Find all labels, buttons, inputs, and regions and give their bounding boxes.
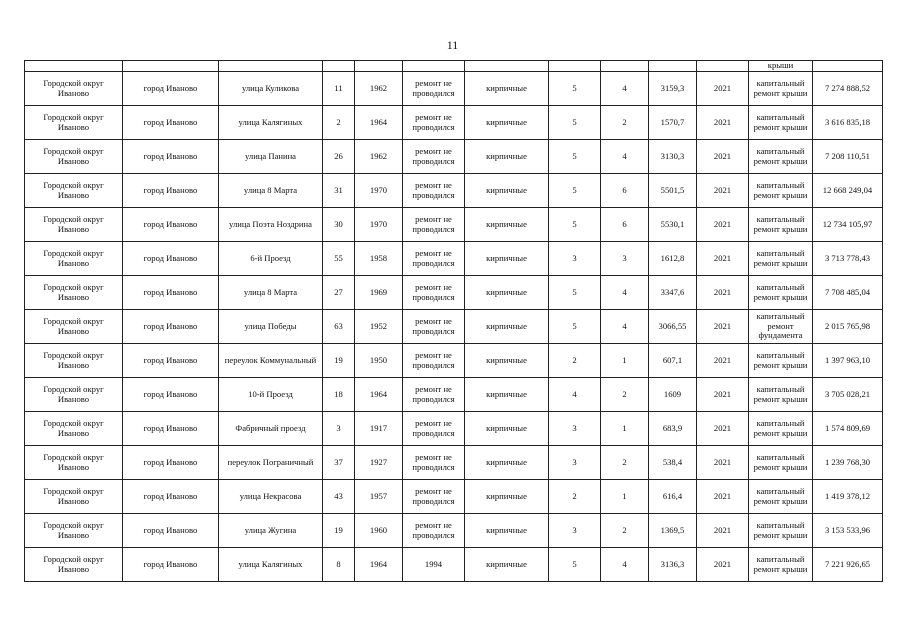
- cell-wall-material: кирпичные: [465, 548, 549, 582]
- cell-work-type: капитальный ремонт крыши: [749, 514, 813, 548]
- cell-entrances: 6: [601, 174, 649, 208]
- page-number: 11: [446, 38, 459, 52]
- cell-cost: 3 153 533,96: [813, 514, 883, 548]
- cell-floors: 2: [549, 344, 601, 378]
- cell-settlement: город Иваново: [123, 446, 219, 480]
- cell-cost: [813, 61, 883, 72]
- cell-last-repair: ремонт не проводился: [403, 140, 465, 174]
- cell-wall-material: кирпичные: [465, 310, 549, 344]
- cell-street: улица Куликова: [219, 72, 323, 106]
- cell-municipality: Городской округ Иваново: [25, 446, 123, 480]
- cell-area: 683,9: [649, 412, 697, 446]
- cell-municipality: Городской округ Иваново: [25, 72, 123, 106]
- cell-municipality: Городской округ Иваново: [25, 174, 123, 208]
- cell-area: 3066,55: [649, 310, 697, 344]
- cell-cost: 7 221 926,65: [813, 548, 883, 582]
- cell-house: 19: [323, 514, 355, 548]
- cell-cost: 2 015 765,98: [813, 310, 883, 344]
- cell-entrances: 4: [601, 548, 649, 582]
- cell-year-built: 1927: [355, 446, 403, 480]
- cell-work-type: капитальный ремонт крыши: [749, 106, 813, 140]
- cell-year-built: 1958: [355, 242, 403, 276]
- cell-settlement: город Иваново: [123, 412, 219, 446]
- cell-area: 3159,3: [649, 72, 697, 106]
- cell-street: улица Жугина: [219, 514, 323, 548]
- cell-street: улица Калягиных: [219, 548, 323, 582]
- cell-area: 1612,8: [649, 242, 697, 276]
- cell-area: 538,4: [649, 446, 697, 480]
- cell-work-type: капитальный ремонт крыши: [749, 208, 813, 242]
- cell-plan-year: 2021: [697, 72, 749, 106]
- cell-settlement: город Иваново: [123, 140, 219, 174]
- cell-settlement: город Иваново: [123, 480, 219, 514]
- cell-plan-year: 2021: [697, 344, 749, 378]
- cell-plan-year: 2021: [697, 106, 749, 140]
- cell-wall-material: кирпичные: [465, 242, 549, 276]
- cell-settlement: город Иваново: [123, 310, 219, 344]
- cell-street: улица Калягиных: [219, 106, 323, 140]
- cell-year-built: 1964: [355, 378, 403, 412]
- cell-wall-material: [465, 61, 549, 72]
- cell-street: Фабричный проезд: [219, 412, 323, 446]
- cell-plan-year: 2021: [697, 514, 749, 548]
- cell-municipality: Городской округ Иваново: [25, 548, 123, 582]
- cell-house: 26: [323, 140, 355, 174]
- cell-last-repair: ремонт не проводился: [403, 378, 465, 412]
- cell-plan-year: 2021: [697, 480, 749, 514]
- cell-settlement: город Иваново: [123, 106, 219, 140]
- cell-last-repair: ремонт не проводился: [403, 276, 465, 310]
- table-row: [25, 548, 883, 582]
- cell-area: 3130,3: [649, 140, 697, 174]
- cell-year-built: 1962: [355, 140, 403, 174]
- cell-municipality: Городской округ Иваново: [25, 480, 123, 514]
- cell-cost: 7 274 888,52: [813, 72, 883, 106]
- cell-work-type: капитальный ремонт крыши: [749, 174, 813, 208]
- cell-area: 5501,5: [649, 174, 697, 208]
- cell-cost: 3 616 835,18: [813, 106, 883, 140]
- cell-floors: 3: [549, 242, 601, 276]
- cell-municipality: Городской округ Иваново: [25, 276, 123, 310]
- cell-floors: 5: [549, 548, 601, 582]
- cell-entrances: 1: [601, 412, 649, 446]
- table-row: [25, 208, 883, 242]
- continued-row: [25, 61, 883, 72]
- cell-entrances: 1: [601, 344, 649, 378]
- cell-entrances: 4: [601, 72, 649, 106]
- cell-house: 3: [323, 412, 355, 446]
- cell-wall-material: кирпичные: [465, 140, 549, 174]
- cell-plan-year: 2021: [697, 276, 749, 310]
- cell-cost: 1 239 768,30: [813, 446, 883, 480]
- cell-year-built: 1964: [355, 106, 403, 140]
- cell-house: 63: [323, 310, 355, 344]
- cell-work-type: капитальный ремонт крыши: [749, 344, 813, 378]
- cell-wall-material: кирпичные: [465, 344, 549, 378]
- cell-entrances: 4: [601, 310, 649, 344]
- cell-house: 37: [323, 446, 355, 480]
- table-row: [25, 174, 883, 208]
- cell-wall-material: кирпичные: [465, 276, 549, 310]
- cell-area: 3136,3: [649, 548, 697, 582]
- cell-entrances: 2: [601, 378, 649, 412]
- cell-street: [219, 61, 323, 72]
- cell-house: 2: [323, 106, 355, 140]
- cell-work-type: капитальный ремонт крыши: [749, 412, 813, 446]
- cell-entrances: 3: [601, 242, 649, 276]
- cell-area: 1609: [649, 378, 697, 412]
- cell-cost: 1 574 809,69: [813, 412, 883, 446]
- cell-area: 1570,7: [649, 106, 697, 140]
- cell-municipality: Городской округ Иваново: [25, 242, 123, 276]
- cell-last-repair: ремонт не проводился: [403, 174, 465, 208]
- cell-street: улица Поэта Ноздрина: [219, 208, 323, 242]
- cell-entrances: 2: [601, 514, 649, 548]
- table-row: [25, 242, 883, 276]
- cell-year-built: 1969: [355, 276, 403, 310]
- cell-entrances: [601, 61, 649, 72]
- cell-municipality: Городской округ Иваново: [25, 378, 123, 412]
- cell-cost: 7 708 485,04: [813, 276, 883, 310]
- cell-work-type: капитальный ремонт крыши: [749, 480, 813, 514]
- cell-municipality: Городской округ Иваново: [25, 208, 123, 242]
- cell-last-repair: ремонт не проводился: [403, 412, 465, 446]
- cell-wall-material: кирпичные: [465, 378, 549, 412]
- cell-settlement: город Иваново: [123, 276, 219, 310]
- table-row: [25, 446, 883, 480]
- cell-wall-material: кирпичные: [465, 480, 549, 514]
- cell-municipality: [25, 61, 123, 72]
- cell-floors: 5: [549, 140, 601, 174]
- cell-street: переулок Коммунальный: [219, 344, 323, 378]
- cell-cost: 12 668 249,04: [813, 174, 883, 208]
- cell-entrances: 2: [601, 106, 649, 140]
- cell-year-built: 1917: [355, 412, 403, 446]
- cell-settlement: город Иваново: [123, 548, 219, 582]
- cell-last-repair: ремонт не проводился: [403, 344, 465, 378]
- cell-year-built: 1962: [355, 72, 403, 106]
- cell-last-repair: ремонт не проводился: [403, 106, 465, 140]
- cell-house: 8: [323, 548, 355, 582]
- cell-cost: 1 397 963,10: [813, 344, 883, 378]
- cell-floors: 5: [549, 310, 601, 344]
- table-row: [25, 276, 883, 310]
- cell-floors: 3: [549, 412, 601, 446]
- cell-plan-year: 2021: [697, 140, 749, 174]
- cell-cost: 3 705 028,21: [813, 378, 883, 412]
- cell-floors: 3: [549, 514, 601, 548]
- cell-plan-year: 2021: [697, 412, 749, 446]
- cell-house: 55: [323, 242, 355, 276]
- cell-work-type: капитальный ремонт крыши: [749, 72, 813, 106]
- cell-last-repair: [403, 61, 465, 72]
- table-body: [25, 61, 883, 582]
- cell-municipality: Городской округ Иваново: [25, 412, 123, 446]
- cell-entrances: 2: [601, 446, 649, 480]
- cell-last-repair: ремонт не проводился: [403, 72, 465, 106]
- cell-last-repair: 1994: [403, 548, 465, 582]
- cell-plan-year: 2021: [697, 378, 749, 412]
- cell-work-type: крыши: [749, 61, 813, 72]
- cell-area: 5530,1: [649, 208, 697, 242]
- cell-settlement: город Иваново: [123, 174, 219, 208]
- cell-municipality: Городской округ Иваново: [25, 140, 123, 174]
- cell-plan-year: 2021: [697, 208, 749, 242]
- cell-cost: 12 734 105,97: [813, 208, 883, 242]
- cell-municipality: Городской округ Иваново: [25, 514, 123, 548]
- cell-entrances: 6: [601, 208, 649, 242]
- cell-house: 27: [323, 276, 355, 310]
- cell-settlement: [123, 61, 219, 72]
- table-row: [25, 310, 883, 344]
- cell-last-repair: ремонт не проводился: [403, 242, 465, 276]
- cell-year-built: 1952: [355, 310, 403, 344]
- cell-settlement: город Иваново: [123, 208, 219, 242]
- repair-registry-table: [24, 60, 883, 582]
- cell-area: [649, 61, 697, 72]
- cell-municipality: Городской округ Иваново: [25, 106, 123, 140]
- table-row: [25, 344, 883, 378]
- cell-year-built: 1950: [355, 344, 403, 378]
- cell-last-repair: ремонт не проводился: [403, 446, 465, 480]
- cell-floors: 5: [549, 276, 601, 310]
- cell-plan-year: 2021: [697, 446, 749, 480]
- cell-street: 10-й Проезд: [219, 378, 323, 412]
- cell-work-type: капитальный ремонт крыши: [749, 140, 813, 174]
- cell-settlement: город Иваново: [123, 378, 219, 412]
- cell-cost: 3 713 778,43: [813, 242, 883, 276]
- cell-settlement: город Иваново: [123, 242, 219, 276]
- cell-street: улица 8 Марта: [219, 276, 323, 310]
- cell-work-type: капитальный ремонт фундамента: [749, 310, 813, 344]
- cell-house: 19: [323, 344, 355, 378]
- cell-settlement: город Иваново: [123, 514, 219, 548]
- cell-entrances: 4: [601, 140, 649, 174]
- cell-floors: 5: [549, 174, 601, 208]
- cell-house: [323, 61, 355, 72]
- cell-plan-year: 2021: [697, 174, 749, 208]
- cell-wall-material: кирпичные: [465, 208, 549, 242]
- table-row: [25, 514, 883, 548]
- cell-settlement: город Иваново: [123, 72, 219, 106]
- table-row: [25, 140, 883, 174]
- cell-floors: 5: [549, 106, 601, 140]
- cell-work-type: капитальный ремонт крыши: [749, 446, 813, 480]
- cell-last-repair: ремонт не проводился: [403, 310, 465, 344]
- cell-area: 3347,6: [649, 276, 697, 310]
- cell-year-built: 1964: [355, 548, 403, 582]
- table-row: [25, 378, 883, 412]
- cell-entrances: 4: [601, 276, 649, 310]
- cell-floors: 5: [549, 208, 601, 242]
- cell-entrances: 1: [601, 480, 649, 514]
- cell-work-type: капитальный ремонт крыши: [749, 548, 813, 582]
- cell-street: переулок Пограничный: [219, 446, 323, 480]
- cell-house: 11: [323, 72, 355, 106]
- cell-wall-material: кирпичные: [465, 412, 549, 446]
- cell-floors: 4: [549, 378, 601, 412]
- cell-work-type: капитальный ремонт крыши: [749, 276, 813, 310]
- cell-area: 616,4: [649, 480, 697, 514]
- cell-cost: 1 419 378,12: [813, 480, 883, 514]
- cell-municipality: Городской округ Иваново: [25, 344, 123, 378]
- cell-year-built: 1960: [355, 514, 403, 548]
- cell-year-built: [355, 61, 403, 72]
- cell-street: 6-й Проезд: [219, 242, 323, 276]
- cell-work-type: капитальный ремонт крыши: [749, 242, 813, 276]
- cell-municipality: Городской округ Иваново: [25, 310, 123, 344]
- cell-last-repair: ремонт не проводился: [403, 514, 465, 548]
- cell-street: улица Победы: [219, 310, 323, 344]
- cell-wall-material: кирпичные: [465, 72, 549, 106]
- cell-street: улица 8 Марта: [219, 174, 323, 208]
- cell-plan-year: 2021: [697, 242, 749, 276]
- cell-settlement: город Иваново: [123, 344, 219, 378]
- table-row: [25, 106, 883, 140]
- cell-area: 1369,5: [649, 514, 697, 548]
- cell-house: 31: [323, 174, 355, 208]
- cell-street: улица Панина: [219, 140, 323, 174]
- cell-street: улица Некрасова: [219, 480, 323, 514]
- cell-cost: 7 208 110,51: [813, 140, 883, 174]
- cell-wall-material: кирпичные: [465, 514, 549, 548]
- cell-year-built: 1970: [355, 174, 403, 208]
- cell-work-type: капитальный ремонт крыши: [749, 378, 813, 412]
- table-row: [25, 72, 883, 106]
- cell-plan-year: [697, 61, 749, 72]
- cell-floors: 3: [549, 446, 601, 480]
- cell-wall-material: кирпичные: [465, 106, 549, 140]
- cell-year-built: 1957: [355, 480, 403, 514]
- cell-house: 18: [323, 378, 355, 412]
- cell-floors: 2: [549, 480, 601, 514]
- cell-year-built: 1970: [355, 208, 403, 242]
- table-row: [25, 480, 883, 514]
- cell-plan-year: 2021: [697, 548, 749, 582]
- cell-floors: [549, 61, 601, 72]
- cell-plan-year: 2021: [697, 310, 749, 344]
- table-row: [25, 412, 883, 446]
- cell-wall-material: кирпичные: [465, 446, 549, 480]
- cell-wall-material: кирпичные: [465, 174, 549, 208]
- cell-area: 607,1: [649, 344, 697, 378]
- cell-last-repair: ремонт не проводился: [403, 480, 465, 514]
- cell-house: 30: [323, 208, 355, 242]
- cell-last-repair: ремонт не проводился: [403, 208, 465, 242]
- cell-house: 43: [323, 480, 355, 514]
- cell-floors: 5: [549, 72, 601, 106]
